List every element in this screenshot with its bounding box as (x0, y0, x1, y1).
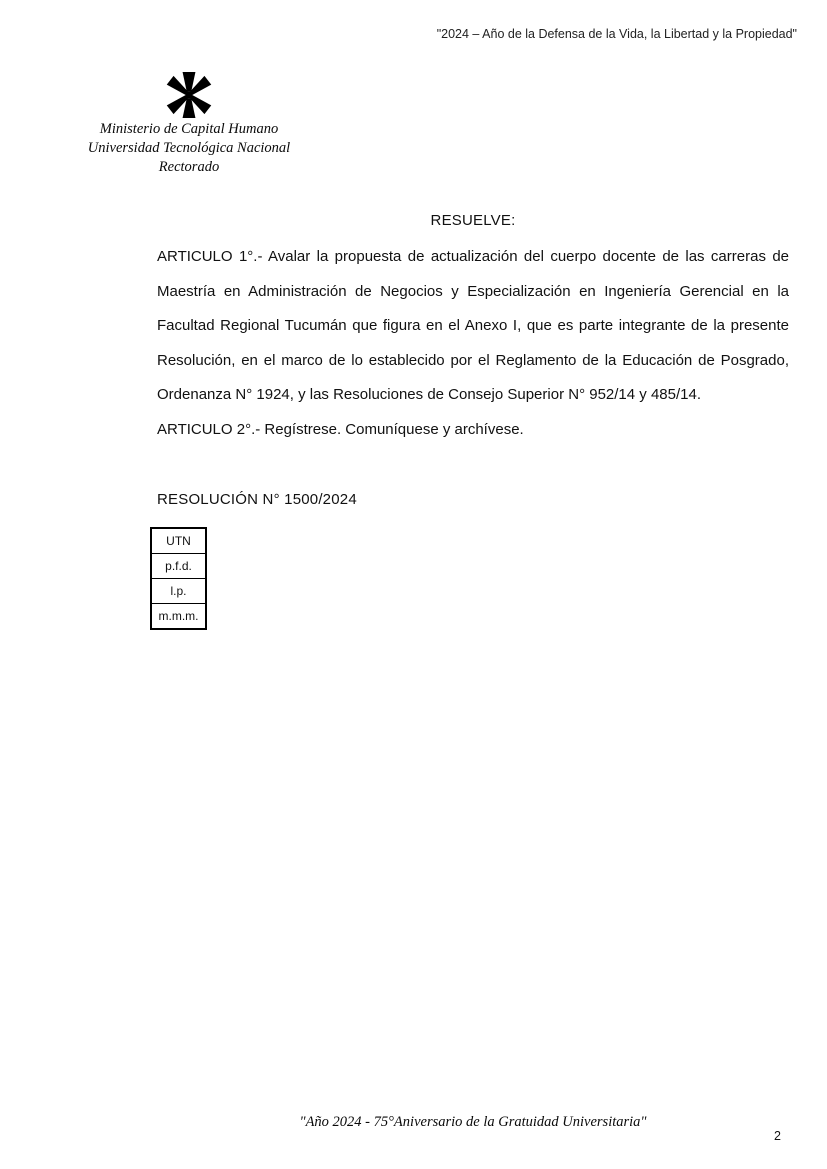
articulo1-line: Facultad Regional Tucumán que figura en el Anexo I, que es parte integrante de la presente (157, 317, 789, 334)
anniversary-footer: "Año 2024 - 75°Aniversario de la Gratuidad Universitaria" (299, 1114, 647, 1130)
articulo-paragraphs (157, 240, 789, 447)
table-row (151, 604, 206, 630)
utn-logo-icon (165, 72, 213, 118)
initials-cell-utn: UTN (151, 528, 206, 554)
annual-motto-header: "2024 – Año de la Defensa de la Vida, la Libertad y la Propiedad" (436, 27, 797, 41)
letterhead (58, 72, 320, 177)
articulo1-line: ARTICULO 1°.- Avalar la propuesta de actualización del cuerpo docente de las carreras de (157, 248, 789, 265)
letterhead-ministry: Ministerio de Capital Humano (99, 121, 279, 137)
initials-table (150, 527, 207, 630)
resuelve-heading: RESUELVE: (430, 212, 516, 229)
initials-cell-pfd: p.f.d. (151, 554, 206, 579)
articulo2-line: ARTICULO 2°.- Regístrese. Comuníquese y archívese. (157, 420, 524, 438)
table-row (151, 528, 206, 554)
initials-cell-lp: l.p. (151, 579, 206, 604)
articulo1-line: Ordenanza N° 1924, y las Resoluciones de Consejo Superior N° 952/14 y 485/14. (157, 386, 701, 403)
initials-cell-mmm: m.m.m. (151, 604, 206, 630)
articulo1-line: Resolución, en el marco de lo establecido por el Reglamento de la Educación de Posgrado, (157, 351, 789, 369)
table-row (151, 554, 206, 579)
letterhead-university: Universidad Tecnológica Nacional (87, 140, 291, 156)
resolucion-number: RESOLUCIÓN N° 1500/2024 (157, 491, 357, 508)
table-row (151, 579, 206, 604)
letterhead-office: Rectorado (158, 159, 220, 175)
page-number: 2 (774, 1129, 781, 1143)
articulo1-line: Maestría en Administración de Negocios y Especialización en Ingeniería Gerencial en la (157, 282, 789, 300)
